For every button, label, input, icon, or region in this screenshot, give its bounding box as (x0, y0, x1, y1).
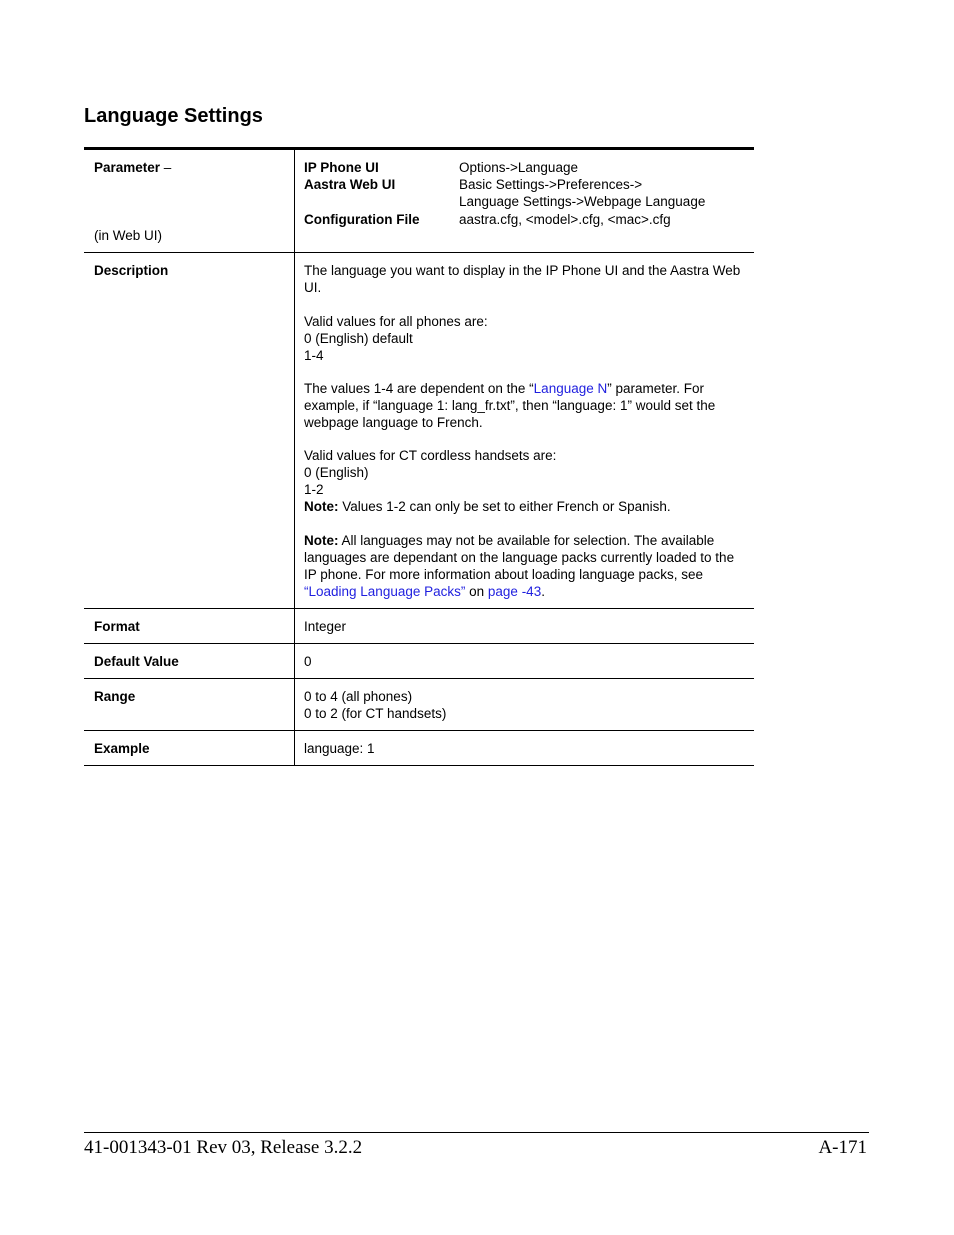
table-row-default-value (84, 644, 754, 679)
description-valid-ct-range: 1-2 (304, 482, 324, 497)
parameter-label-suffix: – (160, 160, 172, 175)
description-valid-all-range: 1-4 (304, 348, 324, 363)
parameter-value-cell (295, 149, 755, 253)
description-valid-all: Valid values for all phones are: (304, 314, 488, 329)
description-label: Description (84, 253, 295, 609)
table-row-parameter (84, 149, 754, 253)
default-value-label: Default Value (84, 644, 295, 679)
description-note-ct: Note: Values 1-2 can only be set to either French or Spanish. (304, 499, 671, 514)
web-ui-key: Aastra Web UI (304, 177, 396, 192)
web-ui-value-2: Language Settings->Webpage Language (459, 194, 706, 209)
loading-language-packs-link[interactable]: “Loading Language Packs” (304, 584, 466, 599)
table-row-description (84, 253, 754, 609)
description-valid-all-default: 0 (English) default (304, 331, 413, 346)
table-row-range (84, 679, 754, 731)
range-value-cell (295, 679, 755, 731)
page-43-link[interactable]: page -43 (487, 584, 542, 599)
example-value: language: 1 (304, 741, 375, 756)
description-note-languages: Note: All languages may not be available for selection. The available languages are dependant on the language packs currently loaded to the IP phone. For more information about loading language packs, see “Loading Language Packs” on page -43. (304, 533, 735, 599)
parameter-label: Parameter (94, 160, 161, 175)
config-file-key: Configuration File (304, 212, 420, 227)
range-label: Range (84, 679, 295, 731)
description-valid-ct-english: 0 (English) (304, 465, 369, 480)
parameter-label-cell (84, 149, 295, 253)
format-value: Integer (304, 619, 347, 634)
table-row-example (84, 731, 754, 766)
default-value-value: 0 (304, 654, 312, 669)
parameter-table (84, 147, 754, 766)
footer-divider (84, 1132, 869, 1133)
description-p1: The language you want to display in the IP Phone UI and the Aastra Web UI. (304, 263, 741, 295)
range-value-2: 0 to 2 (for CT handsets) (304, 706, 447, 721)
language-n-link[interactable]: Language N (533, 381, 608, 396)
config-file-value: aastra.cfg, <model>.cfg, <mac>.cfg (459, 212, 671, 227)
description-valid-ct: Valid values for CT cordless handsets are: (304, 448, 557, 463)
footer-document-id: 41-001343-01 Rev 03, Release 3.2.2 (84, 1137, 363, 1158)
web-ui-value-1: Basic Settings->Preferences-> (459, 177, 643, 192)
parameter-sub-label: (in Web UI) (94, 228, 163, 243)
page-title: Language Settings (84, 105, 263, 127)
description-value-cell (295, 253, 755, 609)
example-label: Example (84, 731, 295, 766)
description-p3: The values 1-4 are dependent on the “Language N” parameter. For example, if “language 1: lang_fr.txt”, then “language: 1” would set the webpage language to French. (304, 381, 716, 430)
table-row-format (84, 609, 754, 644)
ip-phone-ui-value: Options->Language (459, 160, 578, 175)
format-label: Format (84, 609, 295, 644)
ip-phone-ui-key: IP Phone UI (304, 160, 379, 175)
footer-page-number: A-171 (818, 1137, 867, 1158)
range-value-1: 0 to 4 (all phones) (304, 689, 413, 704)
